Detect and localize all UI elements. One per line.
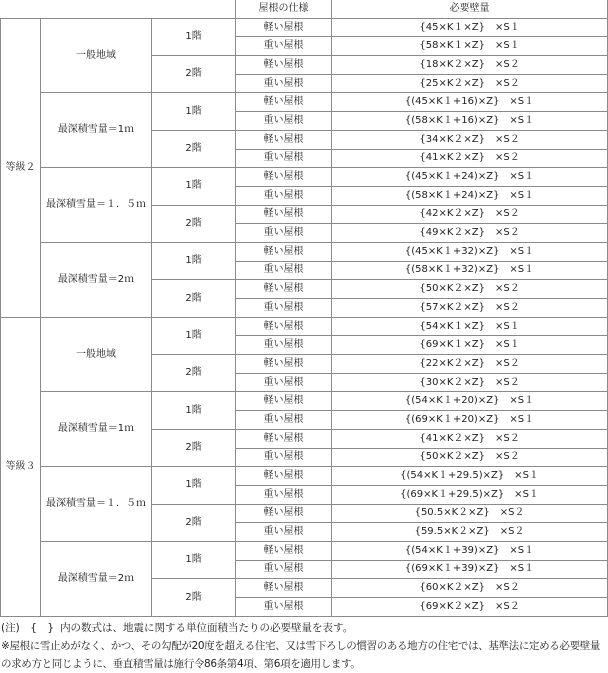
required-wall-formula: {(58×K１+16)×Z} ×S１ <box>332 112 608 131</box>
region-label: 最深積雪量＝2ｍ <box>41 541 152 616</box>
header-row <box>1 0 608 18</box>
header-blank <box>1 0 236 18</box>
roof-type: 軽い屋根 <box>236 504 332 523</box>
table-row <box>1 541 608 560</box>
required-wall-formula: {(45×K１+32)×Z} ×S１ <box>332 242 608 261</box>
roof-type: 軽い屋根 <box>236 205 332 224</box>
required-wall-formula: {60×K２×Z} ×S２ <box>332 579 608 598</box>
roof-type: 重い屋根 <box>236 149 332 168</box>
region-label: 一般地域 <box>41 18 152 93</box>
required-wall-formula: {(58×K１+32)×Z} ×S１ <box>332 261 608 280</box>
required-wall-formula: {57×K２×Z} ×S２ <box>332 299 608 318</box>
required-wall-formula: {59.5×K２×Z} ×S２ <box>332 523 608 542</box>
floor-label: 2階 <box>152 280 236 317</box>
roof-type: 軽い屋根 <box>236 242 332 261</box>
required-wall-formula: {(45×K１+24)×Z} ×S１ <box>332 168 608 187</box>
table-row <box>1 317 608 336</box>
required-wall-formula: {69×K１×Z} ×S１ <box>332 336 608 355</box>
required-wall-formula: {50.5×K２×Z} ×S２ <box>332 504 608 523</box>
notes <box>0 617 608 673</box>
note-1 <box>1 619 607 637</box>
floor-label: 1階 <box>152 18 236 55</box>
floor-label: 1階 <box>152 242 236 279</box>
floor-label: 1階 <box>152 392 236 429</box>
required-wall-formula: {(54×K１+29.5)×Z} ×S１ <box>332 467 608 486</box>
note-1-prefix: (注) { } <box>1 621 55 634</box>
roof-type: 重い屋根 <box>236 261 332 280</box>
required-wall-formula: {(54×K１+20)×Z} ×S１ <box>332 392 608 411</box>
required-wall-formula: {45×K１×Z} ×S１ <box>332 18 608 37</box>
table-row <box>1 93 608 112</box>
floor-label: 2階 <box>152 504 236 541</box>
required-wall-formula: {54×K１×Z} ×S１ <box>332 317 608 336</box>
roof-type: 重い屋根 <box>236 411 332 430</box>
roof-type: 重い屋根 <box>236 373 332 392</box>
header-required-wall: 必要壁量 <box>332 0 608 18</box>
roof-type: 重い屋根 <box>236 523 332 542</box>
floor-label: 1階 <box>152 317 236 354</box>
required-wall-formula: {50×K２×Z} ×S２ <box>332 448 608 467</box>
roof-type: 軽い屋根 <box>236 579 332 598</box>
roof-type: 重い屋根 <box>236 224 332 243</box>
roof-type: 軽い屋根 <box>236 355 332 374</box>
floor-label: 1階 <box>152 541 236 578</box>
roof-type: 軽い屋根 <box>236 317 332 336</box>
required-wall-formula: {49×K２×Z} ×S２ <box>332 224 608 243</box>
roof-type: 重い屋根 <box>236 598 332 617</box>
required-wall-formula: {18×K２×Z} ×S２ <box>332 56 608 75</box>
required-wall-formula: {(45×K１+16)×Z} ×S１ <box>332 93 608 112</box>
floor-label: 2階 <box>152 355 236 392</box>
roof-type: 軽い屋根 <box>236 541 332 560</box>
roof-type: 軽い屋根 <box>236 93 332 112</box>
roof-type: 重い屋根 <box>236 560 332 579</box>
floor-label: 2階 <box>152 579 236 616</box>
required-wall-formula: {(69×K１+29.5)×Z} ×S１ <box>332 485 608 504</box>
roof-type: 軽い屋根 <box>236 280 332 299</box>
note-2: ※屋根に雪止めがなく、かつ、その勾配が20度を超える住宅、又は雪下ろしの慣習のある地方の住宅では、基準法に定める必要壁量の求め方と同じように、垂直積雪量は施行令86条第4項、第6項を適用します。 <box>1 639 601 670</box>
required-wall-formula: {41×K２×Z} ×S２ <box>332 149 608 168</box>
grade-label: 等級２ <box>1 18 41 317</box>
roof-type: 重い屋根 <box>236 485 332 504</box>
floor-label: 2階 <box>152 56 236 93</box>
roof-type: 重い屋根 <box>236 299 332 318</box>
roof-type: 軽い屋根 <box>236 130 332 149</box>
floor-label: 1階 <box>152 93 236 130</box>
floor-label: 2階 <box>152 205 236 242</box>
required-wall-formula: {30×K２×Z} ×S２ <box>332 373 608 392</box>
required-wall-formula: {22×K２×Z} ×S２ <box>332 355 608 374</box>
required-wall-formula: {34×K２×Z} ×S２ <box>332 130 608 149</box>
table-body <box>1 18 608 616</box>
table-row <box>1 392 608 411</box>
roof-type: 重い屋根 <box>236 112 332 131</box>
roof-type: 軽い屋根 <box>236 429 332 448</box>
required-wall-formula: {42×K２×Z} ×S２ <box>332 205 608 224</box>
table-row <box>1 18 608 37</box>
header-roof-spec: 屋根の仕様 <box>236 0 332 18</box>
table-row <box>1 467 608 486</box>
required-wall-formula: {69×K２×Z} ×S２ <box>332 598 608 617</box>
roof-type: 重い屋根 <box>236 336 332 355</box>
roof-type: 軽い屋根 <box>236 168 332 187</box>
roof-type: 重い屋根 <box>236 186 332 205</box>
required-wall-formula: {25×K２×Z} ×S２ <box>332 74 608 93</box>
region-label: 最深積雪量＝１．５ｍ <box>41 168 152 243</box>
region-label: 最深積雪量＝2ｍ <box>41 242 152 317</box>
table-row <box>1 242 608 261</box>
required-wall-formula: {(54×K１+39)×Z} ×S１ <box>332 541 608 560</box>
region-label: 最深積雪量＝1ｍ <box>41 392 152 467</box>
note-1-text: 内の数式は、地震に関する単位面積当たりの必要壁量を表す。 <box>60 621 354 634</box>
required-wall-formula: {(58×K１+24)×Z} ×S１ <box>332 186 608 205</box>
region-label: 一般地域 <box>41 317 152 392</box>
roof-type: 軽い屋根 <box>236 56 332 75</box>
roof-type: 軽い屋根 <box>236 467 332 486</box>
table-row <box>1 168 608 187</box>
roof-type: 軽い屋根 <box>236 18 332 37</box>
required-wall-formula: {(69×K１+20)×Z} ×S１ <box>332 411 608 430</box>
roof-type: 重い屋根 <box>236 448 332 467</box>
floor-label: 2階 <box>152 429 236 466</box>
required-wall-formula: {58×K１×Z} ×S１ <box>332 37 608 56</box>
required-wall-formula: {50×K２×Z} ×S２ <box>332 280 608 299</box>
required-wall-formula: {41×K２×Z} ×S２ <box>332 429 608 448</box>
roof-type: 重い屋根 <box>236 74 332 93</box>
region-label: 最深積雪量＝１．５ｍ <box>41 467 152 542</box>
floor-label: 1階 <box>152 168 236 205</box>
roof-type: 重い屋根 <box>236 37 332 56</box>
grade-label: 等級３ <box>1 317 41 616</box>
floor-label: 2階 <box>152 130 236 167</box>
required-wall-formula: {(69×K１+39)×Z} ×S１ <box>332 560 608 579</box>
roof-type: 軽い屋根 <box>236 392 332 411</box>
region-label: 最深積雪量＝1ｍ <box>41 93 152 168</box>
floor-label: 1階 <box>152 467 236 504</box>
